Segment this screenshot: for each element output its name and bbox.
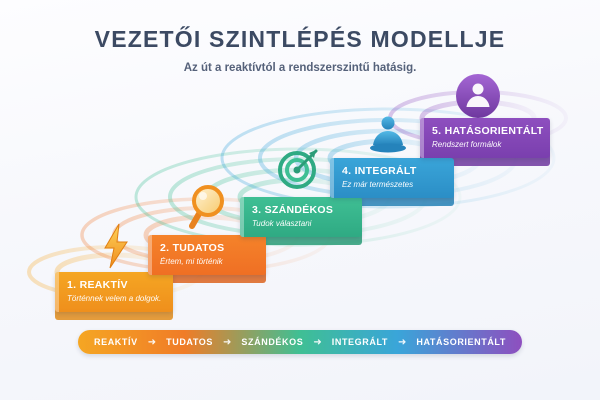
step-accent-2 [148, 235, 152, 275]
step-card-1[interactable] [55, 272, 173, 312]
magnifying-glass-icon [186, 182, 228, 230]
flow-item-tudatos[interactable]: TUDATOS [166, 337, 213, 347]
step-desc-2: Értem, mi történik [160, 257, 223, 266]
step-accent-5 [420, 118, 424, 158]
flow-arrow-icon-4: ➜ [398, 336, 407, 348]
step-label-5: 5. HATÁSORIENTÁLT [432, 125, 544, 137]
meditating-person-icon [366, 112, 410, 156]
flow-arrow-icon-2: ➜ [223, 336, 232, 348]
lightning-bolt-icon [98, 222, 134, 270]
person-in-circle-icon [454, 72, 502, 120]
flow-arrow-icon-1: ➜ [147, 336, 157, 348]
flow-item-hatasorientalt[interactable]: HATÁSORIENTÁLT [416, 337, 506, 347]
flow-item-integralt[interactable]: INTEGRÁLT [331, 337, 388, 347]
step-card-5[interactable] [420, 118, 550, 158]
step-card-3[interactable] [240, 197, 362, 237]
page-subtitle: Az út a reaktívtól a rendszerszintű hatásig. [183, 62, 417, 74]
step-card-4[interactable] [330, 158, 454, 198]
step-accent-4 [330, 158, 334, 198]
step-label-3: 3. SZÁNDÉKOS [252, 204, 334, 216]
target-bullseye-icon [276, 146, 320, 192]
progression-flow-bar [78, 330, 522, 354]
flow-item-reaktiv[interactable]: REAKTÍV [94, 337, 138, 347]
step-desc-4: Ez már természetes [342, 180, 414, 189]
step-desc-5: Rendszert formálok [432, 140, 502, 149]
step-label-1: 1. REAKTÍV [67, 279, 128, 291]
step-desc-1: Történnek velem a dolgok. [67, 294, 162, 303]
step-accent-3 [240, 197, 244, 237]
step-accent-1 [55, 272, 59, 312]
step-card-2[interactable] [148, 235, 266, 275]
step-label-4: 4. INTEGRÁLT [342, 165, 417, 177]
step-desc-3: Tudok választani [252, 219, 312, 228]
flow-item-szandekos[interactable]: SZÁNDÉKOS [241, 337, 304, 347]
step-label-2: 2. TUDATOS [160, 242, 225, 254]
page-title: VEZETŐI SZINTLÉPÉS MODELLJE [94, 26, 506, 52]
flow-arrow-icon-3: ➜ [313, 336, 322, 348]
